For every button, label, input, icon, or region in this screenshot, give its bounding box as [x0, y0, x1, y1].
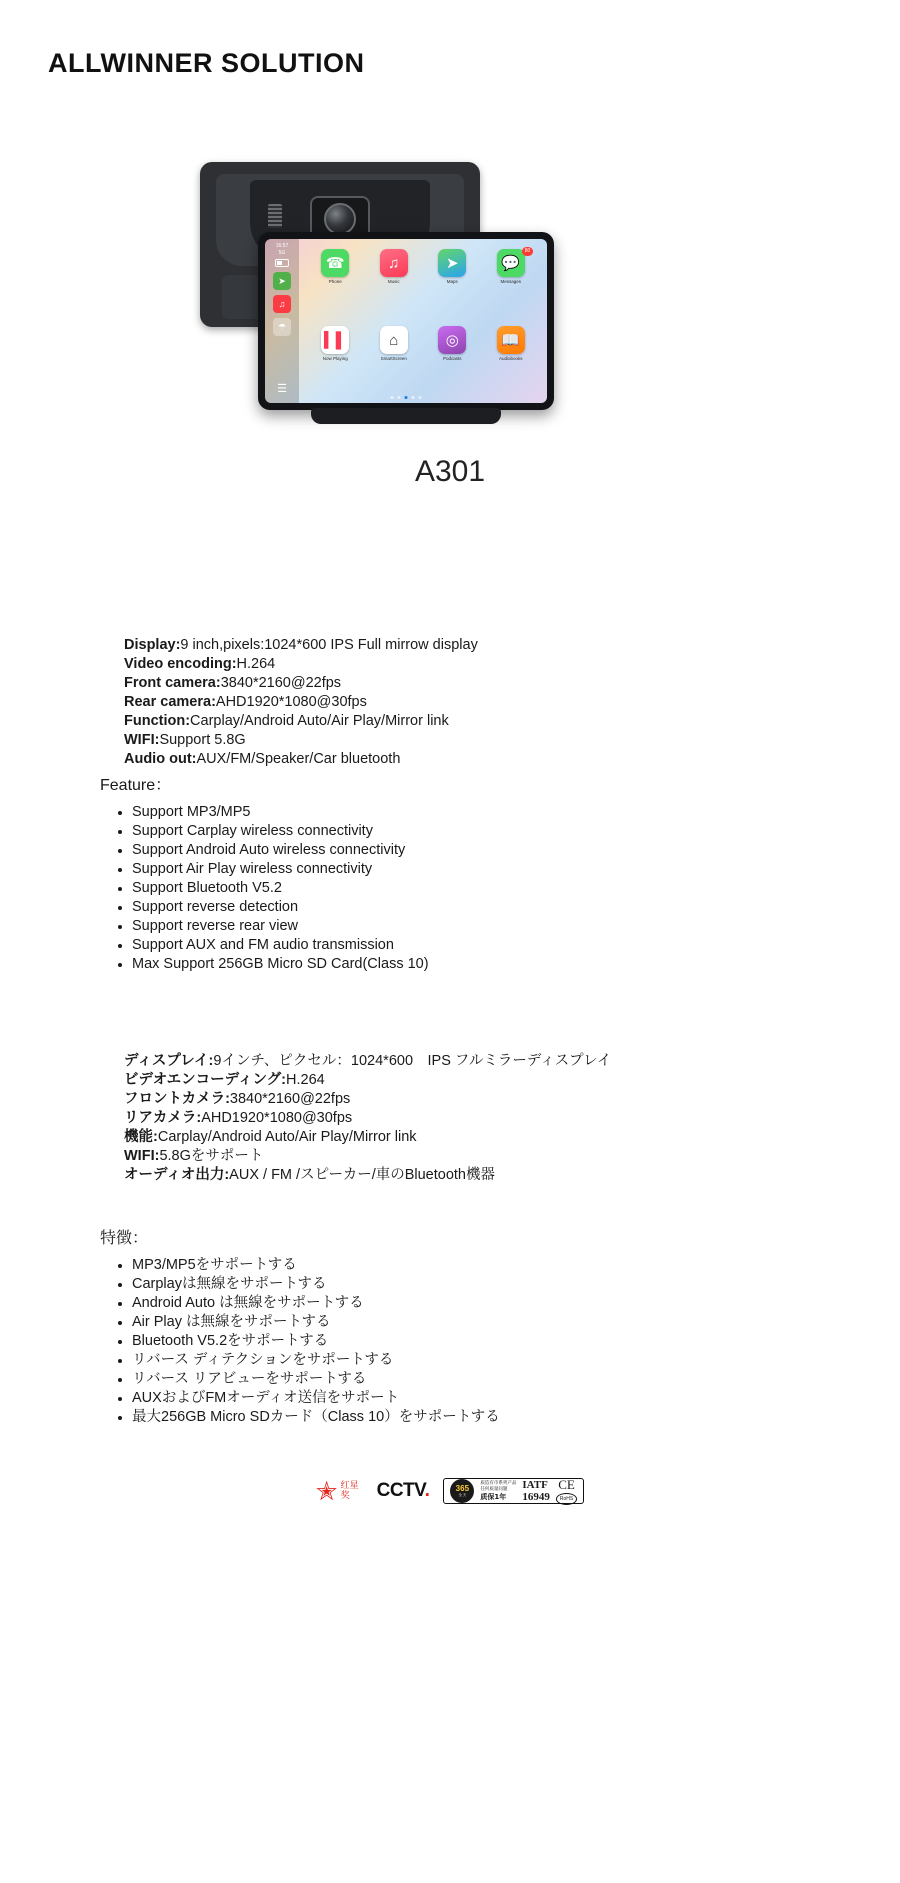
spec-value: AHD1920*1080@30fps	[215, 694, 367, 710]
certification-bar	[0, 1478, 900, 1504]
app-label: Messages	[500, 279, 521, 284]
maps-shortcut-icon[interactable]: ➤	[273, 272, 291, 290]
list-item: Support Air Play wireless connectivity	[116, 860, 816, 879]
ce-rohs-group	[556, 1478, 577, 1505]
iatf-line-2: 16949	[522, 1491, 550, 1503]
spec-label: Front camera:	[124, 675, 221, 691]
feature-list-jp	[116, 1256, 816, 1427]
warranty-line-2: 任何质量问题	[480, 1486, 508, 1492]
365-seal-icon	[450, 1479, 474, 1503]
list-item: Max Support 256GB Micro SD Card(Class 10)	[116, 955, 816, 974]
spec-value: Support 5.8G	[159, 732, 246, 748]
list-item: 最大256GB Micro SDカード（Class 10）をサポートする	[116, 1408, 816, 1427]
spec-value: Carplay/Android Auto/Air Play/Mirror link	[157, 1129, 417, 1145]
carplay-screen	[265, 239, 547, 403]
page-dot	[412, 396, 415, 399]
page-title: ALLWINNER SOLUTION	[48, 48, 365, 78]
app-list-icon[interactable]: ☰	[277, 382, 287, 395]
feature-heading-en: Feature：	[100, 777, 172, 794]
page-dot	[398, 396, 401, 399]
spec-value: AHD1920*1080@30fps	[201, 1110, 353, 1126]
carplay-app-grid	[299, 239, 547, 403]
list-item: リバース ディテクションをサポートする	[116, 1351, 816, 1370]
list-item: Support reverse detection	[116, 898, 816, 917]
spec-label: Function:	[124, 713, 191, 729]
smartscreen-icon: ⌂	[380, 326, 408, 354]
list-item: MP3/MP5をサポートする	[116, 1256, 816, 1275]
warranty-text	[480, 1481, 516, 1502]
rohs-icon: RoHS	[556, 1493, 577, 1505]
app-smartscreen[interactable]	[366, 326, 423, 399]
red-star-award-label: 红星奖	[340, 1481, 359, 1501]
spec-row	[124, 1109, 824, 1128]
app-label: Now Playing	[322, 356, 348, 361]
music-shortcut-icon[interactable]: ♫	[273, 295, 291, 313]
spec-value: 5.8Gをサポート	[159, 1148, 264, 1164]
music-icon: ♫	[380, 249, 408, 277]
spec-label: オーディオ出力:	[124, 1167, 230, 1183]
list-item: Support MP3/MP5	[116, 803, 816, 822]
seal-sub: 全 天	[458, 1493, 467, 1497]
camera-lens-icon	[324, 203, 356, 235]
app-podcasts[interactable]	[424, 326, 481, 399]
cctv-dot: .	[424, 1480, 430, 1501]
app-music[interactable]	[366, 249, 423, 322]
feature-list-en	[116, 803, 816, 974]
spec-label: ビデオエンコーディング:	[124, 1072, 287, 1088]
app-label: Music	[387, 279, 400, 284]
spec-row	[124, 750, 824, 769]
maps-icon: ➤	[438, 249, 466, 277]
list-item: Air Play は無線をサポートする	[116, 1313, 816, 1332]
list-item: Support AUX and FM audio transmission	[116, 936, 816, 955]
feature-heading-jp: 特徴：	[100, 1230, 149, 1247]
spec-row	[124, 712, 824, 731]
model-name: A301	[414, 455, 486, 488]
status-time: 16:57	[275, 243, 289, 249]
spec-label: WIFI:	[124, 732, 160, 748]
spec-row	[124, 636, 824, 655]
app-label: Audiobooks	[498, 356, 523, 361]
list-item: AUXおよびFMオーディオ送信をサポート	[116, 1389, 816, 1408]
notification-badge: 80	[522, 247, 533, 256]
spec-label: 機能:	[124, 1129, 158, 1145]
spec-label: Audio out:	[124, 751, 197, 767]
spec-value: Carplay/Android Auto/Air Play/Mirror link	[190, 713, 449, 729]
spec-row	[124, 731, 824, 750]
spec-label: フロントカメラ:	[124, 1091, 230, 1107]
specs-english	[124, 636, 824, 769]
star-icon: ✭	[315, 1476, 338, 1506]
spec-label: ディスプレイ:	[124, 1053, 214, 1069]
list-item: リバース リアビューをサポートする	[116, 1370, 816, 1389]
spec-row	[124, 1090, 824, 1109]
spec-value: AUX / FM /スピーカー/車のBluetooth機器	[229, 1167, 495, 1183]
list-item: Support Bluetooth V5.2	[116, 879, 816, 898]
list-item: Support Android Auto wireless connectivity	[116, 841, 816, 860]
product-image	[190, 160, 710, 430]
warranty-line-1: 质造有市系列产品	[480, 1480, 517, 1486]
podcasts-icon: ◎	[438, 326, 466, 354]
carplay-sidebar	[265, 239, 299, 403]
list-item: Support reverse rear view	[116, 917, 816, 936]
page-indicator	[391, 396, 422, 399]
audiobooks-icon: 📖	[497, 326, 525, 354]
phone-icon: ☎	[321, 249, 349, 277]
spec-value: AUX/FM/Speaker/Car bluetooth	[196, 751, 401, 767]
spec-label: Rear camera:	[124, 694, 216, 710]
app-label: Podcasts	[442, 356, 462, 361]
status-signal: 5G	[278, 250, 286, 256]
spec-value: 3840*2160@22fps	[220, 675, 342, 691]
cctv-logo	[377, 1480, 430, 1502]
spec-value: 9 inch,pixels:1024*600 IPS Full mirrow display	[180, 637, 478, 653]
app-label: Maps	[446, 279, 458, 284]
app-maps[interactable]	[424, 249, 481, 322]
spec-row	[124, 693, 824, 712]
spec-row	[124, 674, 824, 693]
page-dot	[419, 396, 422, 399]
front-display-unit	[258, 232, 554, 410]
list-item: Android Auto は無線をサポートする	[116, 1294, 816, 1313]
spec-label: リアカメラ:	[124, 1110, 202, 1126]
battery-icon	[275, 259, 289, 267]
speaker-grille-icon	[268, 204, 282, 228]
spec-value: 3840*2160@22fps	[229, 1091, 351, 1107]
spec-value: H.264	[236, 656, 276, 672]
page-dot-active	[405, 396, 408, 399]
spec-row	[124, 1071, 824, 1090]
app-phone[interactable]	[307, 249, 364, 322]
app-now-playing[interactable]	[307, 326, 364, 399]
page-dot	[391, 396, 394, 399]
cctv-label: CCTV	[376, 1480, 425, 1501]
messages-icon: 💬	[497, 249, 525, 277]
warranty-line-3: 质保1年	[480, 1492, 507, 1501]
spec-row	[124, 1052, 824, 1071]
list-item: Carplayは無線をサポートする	[116, 1275, 816, 1294]
specs-japanese	[124, 1052, 824, 1185]
spec-value: 9インチ、ピクセル：1024*600 IPS フルミラーディスプレイ	[213, 1053, 612, 1069]
spec-label: Video encoding:	[124, 656, 237, 672]
app-label: SmartScreen	[380, 356, 407, 361]
spec-row	[124, 1128, 824, 1147]
app-messages[interactable]	[483, 249, 540, 322]
list-item: Bluetooth V5.2をサポートする	[116, 1332, 816, 1351]
spec-row	[124, 1147, 824, 1166]
home-shortcut-icon[interactable]: ☂	[273, 318, 291, 336]
app-audiobooks[interactable]	[483, 326, 540, 399]
iatf-line-1: IATF	[522, 1479, 548, 1491]
spec-label: Display:	[124, 637, 181, 653]
spec-row	[124, 1166, 824, 1185]
seal-number: 365	[455, 1484, 470, 1493]
app-label: Phone	[328, 279, 342, 284]
front-unit-stand	[311, 408, 501, 424]
ce-mark-icon: CE	[558, 1476, 575, 1492]
spec-label: WIFI:	[124, 1148, 160, 1164]
iatf-logo	[522, 1479, 550, 1503]
now-playing-icon: ▍▌	[321, 326, 349, 354]
spec-row	[124, 655, 824, 674]
spec-value: H.264	[286, 1072, 325, 1088]
list-item: Support Carplay wireless connectivity	[116, 822, 816, 841]
warranty-cert-box	[443, 1478, 584, 1504]
red-star-award-logo	[316, 1478, 363, 1504]
